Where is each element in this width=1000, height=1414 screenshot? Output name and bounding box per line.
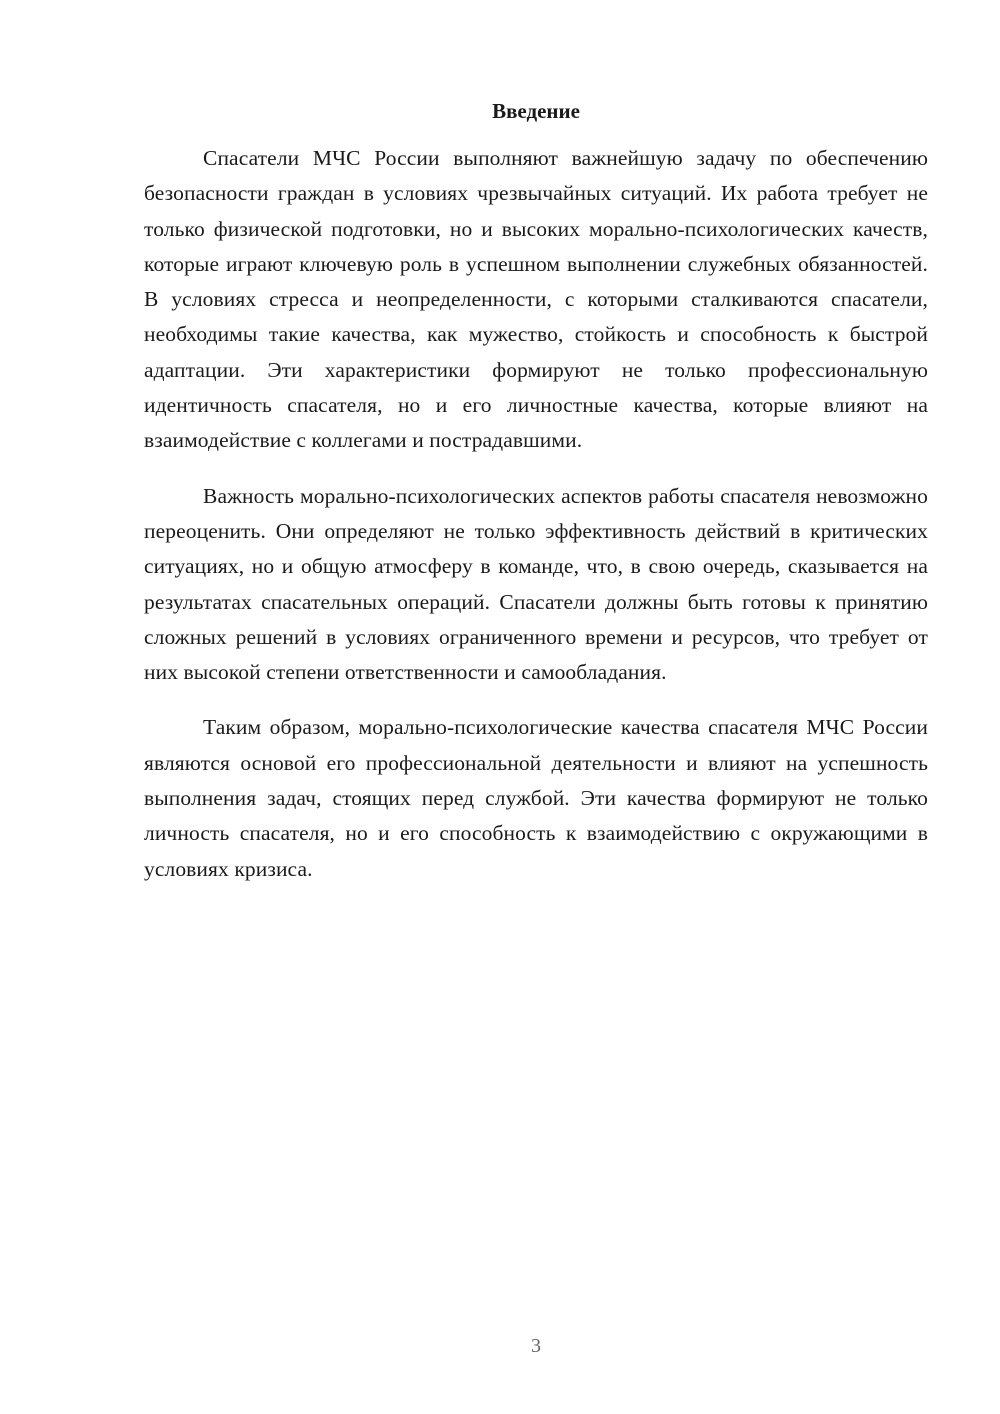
body-text bbox=[144, 141, 928, 907]
paragraph-1: Спасатели МЧС России выполняют важнейшую задачу по обеспечению безопасности граждан в условиях чрезвычайных ситуаций. Их работа требует не только физической подготовки, но и высоких морально-психологических качеств, которые играют ключевую роль в успешном выполнении служебных обязанностей. В условиях стресса и неопределенности, с которыми сталкиваются спасатели, необходимы такие качества, как мужество, стойкость и способность к быстрой адаптации. Эти характеристики формируют не только профессиональную идентичность спасателя, но и его личностные качества, которые влияют на взаимодействие с коллегами и пострадавшими. bbox=[144, 146, 928, 453]
page-number: 3 bbox=[531, 1335, 541, 1357]
paragraph-2: Важность морально-психологических аспектов работы спасателя невозможно переоценить. Они определяют не только эффективность действий в критических ситуациях, но и общую атмосферу в команде, что, в свою очередь, сказывается на результатах спасательных операций. Спасатели должны быть готовы к принятию сложных решений в условиях ограниченного времени и ресурсов, что требует от них высокой степени ответственности и самообладания. bbox=[144, 483, 928, 685]
page-title: Введение bbox=[492, 99, 580, 123]
paragraph-3: Таким образом, морально-психологические качества спасателя МЧС России являются основой его профессиональной деятельности и влияют на успешность выполнения задач, стоящих перед службой. Эти качества формируют не только личность спасателя, но и его способность к взаимодействию с окружающими в условиях кризиса. bbox=[144, 715, 928, 881]
